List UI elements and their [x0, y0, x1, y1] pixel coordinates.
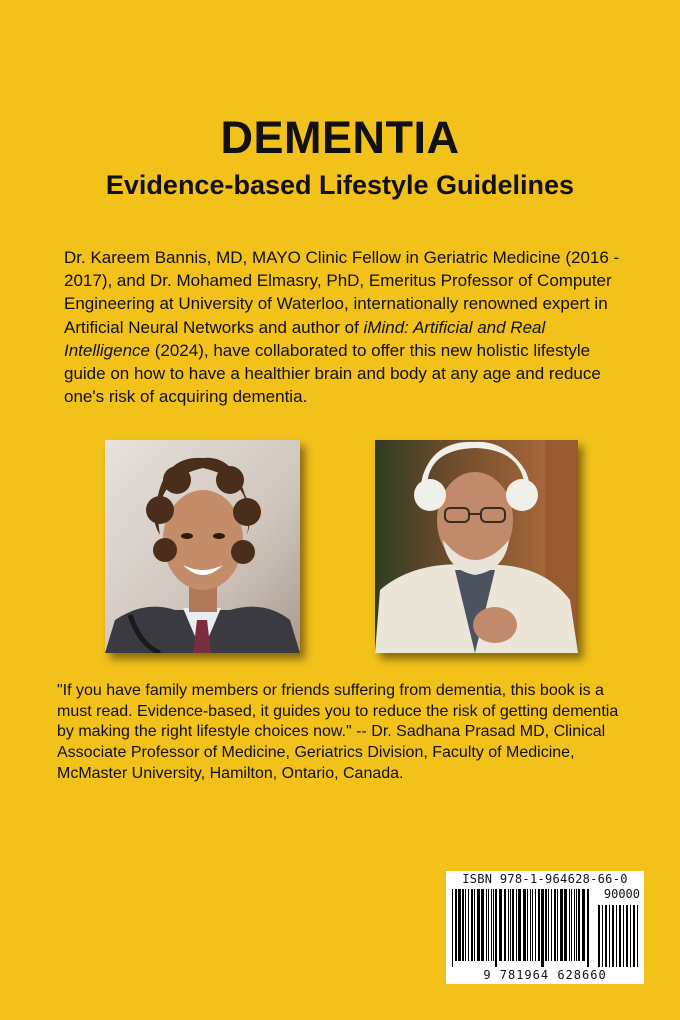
- barcode-bar: [516, 889, 517, 961]
- barcode-bar: [510, 889, 511, 961]
- barcode-bar: [512, 889, 514, 961]
- barcode-bar: [574, 889, 575, 961]
- barcode-bar: [495, 889, 497, 967]
- price-bar: [602, 905, 603, 967]
- author-portrait-left: [105, 440, 300, 653]
- barcode-bars: [450, 889, 640, 969]
- isbn-label: ISBN 978-1-964628-66-0: [462, 872, 628, 886]
- book-subtitle: Evidence-based Lifestyle Guidelines: [105, 170, 575, 200]
- barcode-bar: [455, 889, 457, 961]
- barcode-bar: [576, 889, 577, 961]
- endorsement-quote: "If you have family members or friends suffering from dementia, this book is a must read. Evidence-based, it guides you to reduce the risk of getting dementia by making the right lifestyle choices now." -- Dr. Sadhana Prasad MD, Clinical Associate Professor of Medicine, Geriatrics Division, Faculty of Medicine, McMaster University, Hamilton, Ontario, Canada.: [57, 682, 619, 782]
- barcode-bar: [557, 889, 558, 961]
- barcode-bar: [471, 889, 473, 961]
- barcode-bar: [477, 889, 480, 961]
- barcode-bar: [554, 889, 556, 961]
- author-photo-right: [375, 440, 578, 653]
- price-bar: [605, 905, 607, 967]
- barcode-bar: [535, 889, 536, 961]
- barcode-bar: [530, 889, 531, 961]
- barcode-bar: [465, 889, 466, 961]
- book-title: DEMENTIA: [220, 112, 460, 163]
- price-bar: [619, 905, 621, 967]
- barcode-bar: [488, 889, 489, 961]
- barcode-bar: [504, 889, 506, 961]
- barcode-bar: [564, 889, 567, 961]
- barcode-bar: [527, 889, 528, 961]
- price-bar: [598, 905, 600, 967]
- barcode-bar: [571, 889, 572, 961]
- barcode-bar: [582, 889, 585, 961]
- bio-text-end: (2024), have collaborated to offer this new holistic lifestyle guide on how to have a healthier brain and body at any age and reduce one's risk of acquiring dementia.: [64, 340, 601, 407]
- price-bar: [609, 905, 610, 967]
- barcode-bar: [458, 889, 461, 961]
- barcode-bar: [569, 889, 570, 961]
- price-bar: [633, 905, 635, 967]
- barcode-bar: [538, 889, 540, 961]
- price-bar: [616, 905, 617, 967]
- barcode-bar: [499, 889, 502, 961]
- author-bio: [64, 246, 624, 408]
- barcode-bar: [493, 889, 494, 961]
- price-bar: [626, 905, 628, 967]
- barcode-bar: [486, 889, 487, 961]
- author-portrait-right: [375, 440, 578, 653]
- price-code: 90000: [603, 887, 640, 901]
- barcode-bar: [587, 889, 589, 967]
- barcode-bar: [468, 889, 469, 961]
- barcode-bar: [481, 889, 484, 961]
- barcode-bar: [474, 889, 475, 961]
- barcode-digits: 9 781964 628660: [483, 968, 607, 982]
- barcode-bar: [578, 889, 580, 961]
- price-bar: [612, 905, 614, 967]
- barcode-bar: [508, 889, 509, 961]
- barcode-bar: [551, 889, 552, 961]
- price-bar: [623, 905, 624, 967]
- price-bar: [637, 905, 638, 967]
- bio-book-title: iMind: Artificial and Real Intelligence: [64, 317, 546, 360]
- barcode-bar: [548, 889, 549, 961]
- barcode-bar: [545, 889, 547, 961]
- price-bar: [630, 905, 631, 967]
- isbn-barcode: [446, 871, 644, 984]
- barcode-bar: [541, 889, 544, 967]
- barcode-bar: [560, 889, 563, 961]
- barcode-bar: [452, 889, 453, 967]
- bio-text-start: Dr. Kareem Bannis, MD, MAYO Clinic Fellow in Geriatric Medicine (2016 - 2017), and Dr. Mohamed Elmasry, PhD, Emeritus Professor of Computer Engineering at University of Waterloo, internationally renowned expert in Artificial Neural Networks and author of: [64, 248, 620, 337]
- barcode-bar: [523, 889, 526, 961]
- barcode-bar: [462, 889, 464, 961]
- author-photo-left: [105, 440, 300, 653]
- barcode-bar: [518, 889, 521, 961]
- barcode-bar: [491, 889, 492, 961]
- barcode-bar: [532, 889, 533, 961]
